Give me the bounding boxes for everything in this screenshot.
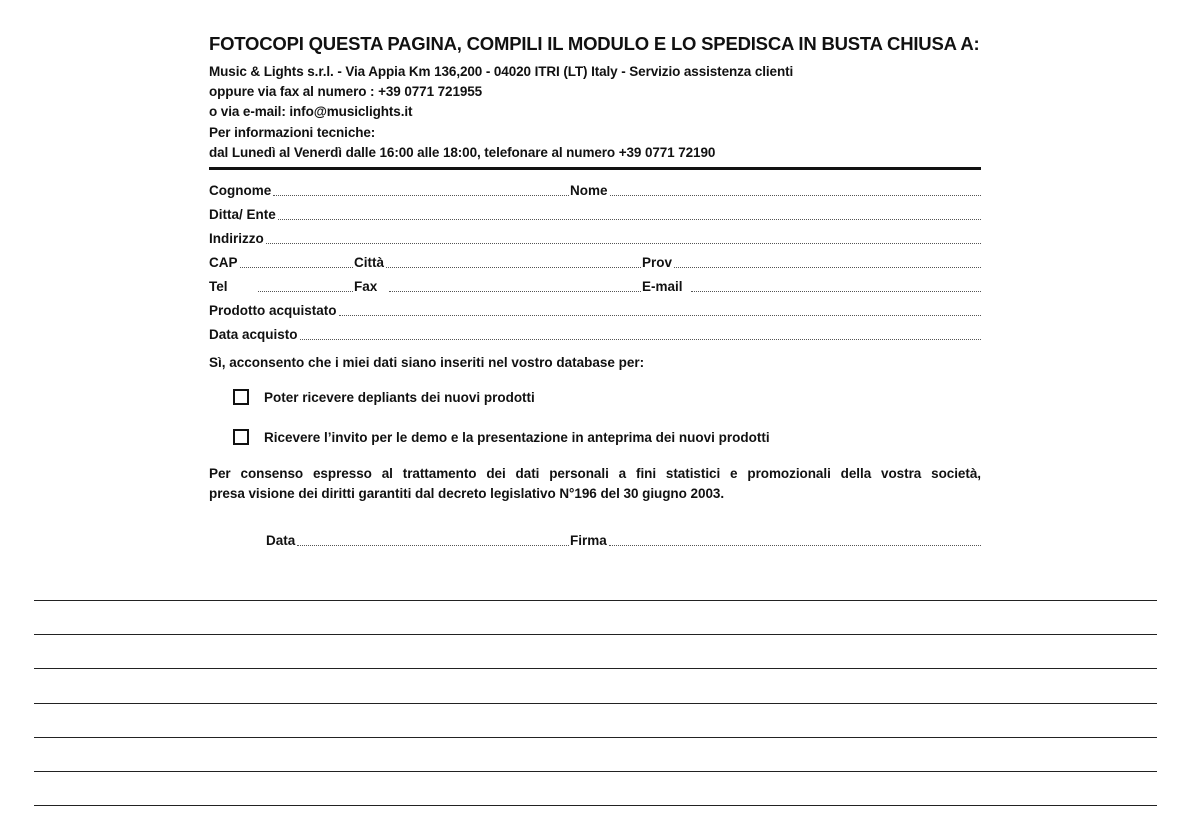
address-line: Music & Lights s.r.l. - Via Appia Km 136,200 - 04020 ITRI (LT) Italy - Servizio assistenza clienti — [209, 64, 794, 79]
checkbox-depliants[interactable] — [233, 389, 249, 405]
notes-line — [34, 771, 1157, 772]
notes-line — [34, 668, 1157, 669]
notes-line — [34, 600, 1157, 601]
cap-line[interactable] — [240, 266, 353, 268]
citta-line[interactable] — [386, 266, 641, 268]
consent-intro: Sì, acconsento che i miei dati siano inseriti nel vostro database per: — [209, 355, 645, 370]
email-line[interactable] — [691, 290, 981, 292]
email-field[interactable] — [642, 277, 981, 295]
cognome-label: Cognome — [209, 183, 272, 198]
tech-info-line: Per informazioni tecniche: — [209, 124, 376, 140]
indirizzo-field[interactable] — [209, 229, 981, 247]
row-prodotto — [209, 301, 981, 319]
consent-paragraph-line2: presa visione dei diritti garantiti dal decreto legislativo N°196 del 30 giugno 2003. — [209, 486, 725, 501]
row-tel-fax-email — [209, 277, 981, 295]
row-cap-citta-prov — [209, 253, 981, 271]
indirizzo-line[interactable] — [266, 242, 981, 244]
nome-line[interactable] — [610, 194, 981, 196]
tel-field[interactable] — [209, 277, 353, 295]
prodotto-line[interactable] — [339, 314, 982, 316]
prodotto-label: Prodotto acquistato — [209, 303, 337, 318]
data-acquisto-field[interactable] — [209, 325, 981, 343]
email-label: E-mail — [642, 279, 683, 294]
fax-line: oppure via fax al numero : +39 0771 721955 — [209, 84, 483, 100]
fax-label: Fax — [354, 279, 378, 294]
option-depliants[interactable] — [233, 389, 535, 405]
contact-info — [209, 62, 989, 163]
data-acquisto-line[interactable] — [300, 338, 981, 340]
option-depliants-label: Poter ricevere depliants dei nuovi prodotti — [264, 389, 535, 405]
data-line[interactable] — [297, 544, 569, 546]
row-indirizzo — [209, 229, 981, 247]
cap-field[interactable] — [209, 253, 353, 271]
consent-paragraph-line1: Per consenso espresso al trattamento dei dati personali a fini statistici e promozionali della vostra società, — [209, 466, 981, 481]
header-divider — [209, 167, 981, 170]
data-label: Data — [266, 533, 296, 548]
firma-field[interactable] — [570, 531, 981, 549]
tel-label: Tel — [209, 279, 228, 294]
cap-label: CAP — [209, 255, 238, 270]
cognome-line[interactable] — [273, 194, 569, 196]
tel-line[interactable] — [258, 290, 353, 292]
fax-field[interactable] — [354, 277, 641, 295]
ditta-line[interactable] — [278, 218, 981, 220]
indirizzo-label: Indirizzo — [209, 231, 264, 246]
firma-line[interactable] — [609, 544, 981, 546]
prodotto-field[interactable] — [209, 301, 981, 319]
page-title: FOTOCOPI QUESTA PAGINA, COMPILI IL MODULO E LO SPEDISCA IN BUSTA CHIUSA A: — [209, 33, 980, 54]
fax-line[interactable] — [389, 290, 641, 292]
notes-line — [34, 805, 1157, 806]
row-cognome-nome — [209, 181, 981, 199]
nome-label: Nome — [570, 183, 608, 198]
consent-paragraph — [209, 464, 981, 504]
data-acquisto-label: Data acquisto — [209, 327, 298, 342]
prov-line[interactable] — [674, 266, 981, 268]
cognome-field[interactable] — [209, 181, 569, 199]
data-field[interactable] — [266, 531, 569, 549]
ditta-field[interactable] — [209, 205, 981, 223]
citta-label: Città — [354, 255, 384, 270]
email-line: o via e-mail: info@musiclights.it — [209, 104, 413, 120]
notes-line — [34, 737, 1157, 738]
row-ditta — [209, 205, 981, 223]
prov-field[interactable] — [642, 253, 981, 271]
notes-line — [34, 703, 1157, 704]
prov-label: Prov — [642, 255, 673, 270]
checkbox-invito-demo[interactable] — [233, 429, 249, 445]
option-invito-demo[interactable] — [233, 429, 770, 445]
option-invito-demo-label: Ricevere l’invito per le demo e la presentazione in anteprima dei nuovi prodotti — [264, 429, 770, 445]
nome-field[interactable] — [570, 181, 981, 199]
citta-field[interactable] — [354, 253, 641, 271]
row-data-acquisto — [209, 325, 981, 343]
ditta-label: Ditta/ Ente — [209, 207, 276, 222]
row-data-firma — [209, 531, 981, 549]
firma-label: Firma — [570, 533, 607, 548]
hours-line: dal Lunedì al Venerdì dalle 16:00 alle 18:00, telefonare al numero +39 0771 72190 — [209, 144, 716, 160]
notes-line — [34, 634, 1157, 635]
